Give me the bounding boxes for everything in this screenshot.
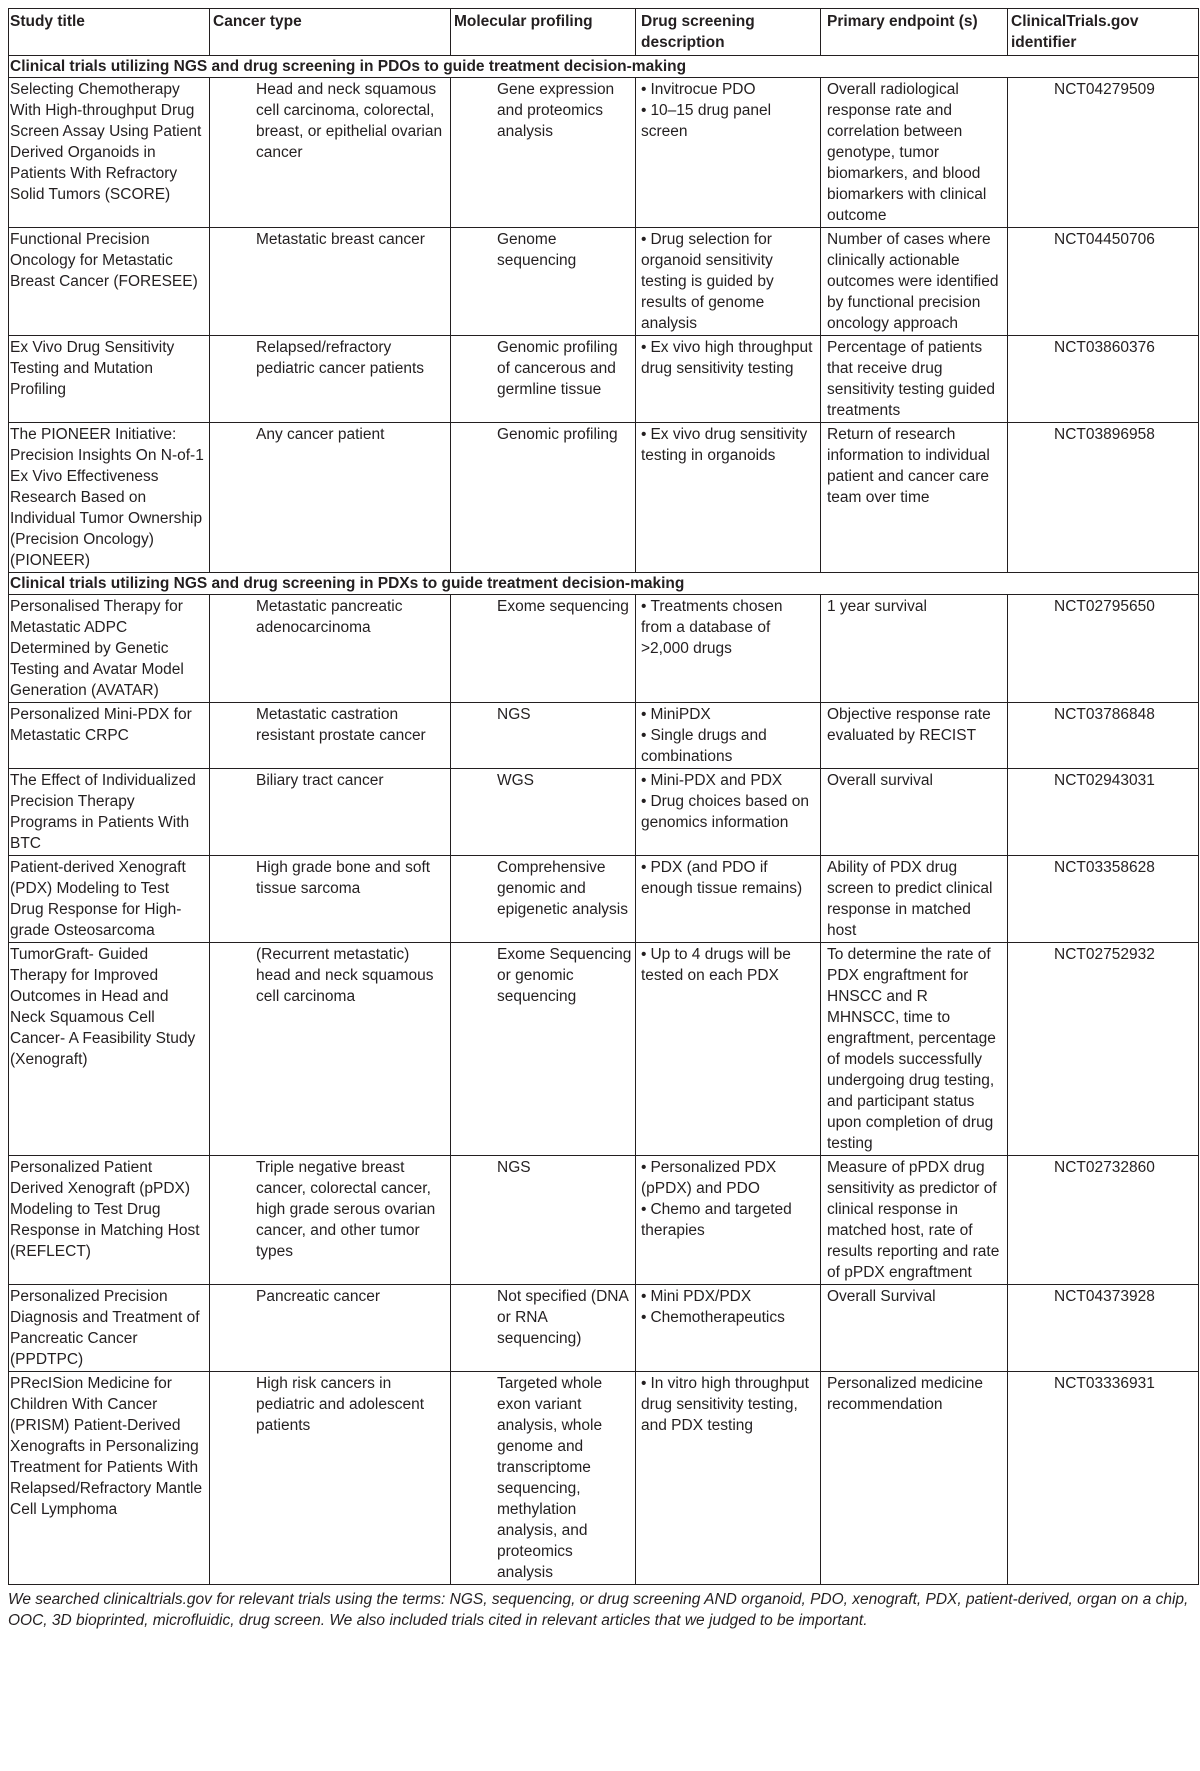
drug-screening-cell xyxy=(636,423,821,573)
drug-screening-text: Invitrocue PDO xyxy=(650,81,756,98)
bullet-icon: • xyxy=(641,1309,647,1326)
table-row xyxy=(9,423,1199,573)
drug-screening-text: PDX (and PDO if enough tissue remains) xyxy=(641,859,803,897)
cancer-type-cell: (Recurrent metastatic) head and neck squamous cell carcinoma xyxy=(210,943,451,1156)
drug-screening-cell xyxy=(636,1285,821,1372)
drug-screening-text: Chemotherapeutics xyxy=(650,1309,785,1326)
molecular-profiling-cell: Comprehensive genomic and epigenetic analysis xyxy=(451,856,636,943)
header-cancer-type: Cancer type xyxy=(210,9,451,56)
primary-endpoint-cell: Personalized medicine recommendation xyxy=(821,1372,1008,1585)
list-item xyxy=(641,79,817,100)
drug-screening-text: Drug selection for organoid sensitivity testing is guided by results of genome analysis xyxy=(641,231,774,332)
drug-screening-text: Ex vivo drug sensitivity testing in organoids xyxy=(641,426,808,464)
primary-endpoint-cell: Objective response rate evaluated by RECIST xyxy=(821,703,1008,769)
primary-endpoint-cell: Return of research information to individual patient and cancer care team over time xyxy=(821,423,1008,573)
list-item xyxy=(641,1157,817,1199)
molecular-profiling-cell: Exome Sequencing or genomic sequencing xyxy=(451,943,636,1156)
bullet-icon: • xyxy=(641,727,647,744)
list-item xyxy=(641,100,817,142)
bullet-icon: • xyxy=(641,1375,647,1392)
primary-endpoint-cell: Measure of pPDX drug sensitivity as predictor of clinical response in matched host, rate of results reporting and rate of pPDX engraftment xyxy=(821,1156,1008,1285)
bullet-icon: • xyxy=(641,339,647,356)
header-drug-screening: Drug screening description xyxy=(636,9,821,56)
cancer-type-cell: Metastatic pancreatic adenocarcinoma xyxy=(210,595,451,703)
bullet-icon: • xyxy=(641,81,647,98)
cancer-type-cell: Triple negative breast cancer, colorectal cancer, high grade serous ovarian cancer, and other tumor types xyxy=(210,1156,451,1285)
list-item xyxy=(641,944,817,986)
cancer-type-cell: High risk cancers in pediatric and adolescent patients xyxy=(210,1372,451,1585)
list-item xyxy=(641,770,817,791)
drug-screening-cell xyxy=(636,78,821,228)
study-title-cell: Personalised Therapy for Metastatic ADPC Determined by Genetic Testing and Avatar Model Generation (AVATAR) xyxy=(9,595,210,703)
drug-screening-list xyxy=(641,596,817,659)
primary-endpoint-cell: Overall radiological response rate and correlation between genotype, tumor biomarkers, and blood biomarkers with clinical outcome xyxy=(821,78,1008,228)
molecular-profiling-cell: Genomic profiling xyxy=(451,423,636,573)
study-title-cell: The Effect of Individualized Precision Therapy Programs in Patients With BTC xyxy=(9,769,210,856)
drug-screening-text: Single drugs and combinations xyxy=(641,727,767,765)
molecular-profiling-cell: WGS xyxy=(451,769,636,856)
drug-screening-cell xyxy=(636,1372,821,1585)
list-item xyxy=(641,1286,817,1307)
drug-screening-text: In vitro high throughput drug sensitivity testing, and PDX testing xyxy=(641,1375,809,1434)
identifier-cell: NCT03896958 xyxy=(1008,423,1199,573)
identifier-cell: NCT02752932 xyxy=(1008,943,1199,1156)
drug-screening-list xyxy=(641,704,817,767)
study-title-cell: PRecISion Medicine for Children With Cancer (PRISM) Patient-Derived Xenografts in Personalizing Treatment for Patients With Relapsed/Refractory Mantle Cell Lymphoma xyxy=(9,1372,210,1585)
cancer-type-cell: Biliary tract cancer xyxy=(210,769,451,856)
primary-endpoint-cell: Number of cases where clinically actionable outcomes were identified by functional precision oncology approach xyxy=(821,228,1008,336)
drug-screening-list xyxy=(641,1286,817,1328)
bullet-icon: • xyxy=(641,231,647,248)
molecular-profiling-cell: Not specified (DNA or RNA sequencing) xyxy=(451,1285,636,1372)
identifier-cell: NCT04279509 xyxy=(1008,78,1199,228)
list-item xyxy=(641,337,817,379)
primary-endpoint-cell: 1 year survival xyxy=(821,595,1008,703)
molecular-profiling-cell: Targeted whole exon variant analysis, whole genome and transcriptome sequencing, methylation analysis, and proteomics analysis xyxy=(451,1372,636,1585)
drug-screening-cell xyxy=(636,856,821,943)
list-item xyxy=(641,791,817,833)
molecular-profiling-cell: Exome sequencing xyxy=(451,595,636,703)
cancer-type-cell: Metastatic breast cancer xyxy=(210,228,451,336)
drug-screening-text: 10–15 drug panel screen xyxy=(641,102,772,140)
table-row xyxy=(9,1372,1199,1585)
primary-endpoint-cell: Overall survival xyxy=(821,769,1008,856)
drug-screening-cell xyxy=(636,336,821,423)
drug-screening-list xyxy=(641,944,817,986)
identifier-cell: NCT02943031 xyxy=(1008,769,1199,856)
table-row xyxy=(9,943,1199,1156)
table-footnote: We searched clinicaltrials.gov for relevant trials using the terms: NGS, sequencing, or drug screening AND organoid, PDO, xenograft, PDX, patient-derived, organ on a chip, OOC, 3D bioprinted, microfluidic, drug screen. We also included trials cited in relevant articles that we judged to be important. xyxy=(8,1591,1189,1629)
primary-endpoint-cell: Percentage of patients that receive drug sensitivity testing guided treatments xyxy=(821,336,1008,423)
list-item xyxy=(641,596,817,659)
cancer-type-cell: High grade bone and soft tissue sarcoma xyxy=(210,856,451,943)
bullet-icon: • xyxy=(641,793,647,810)
drug-screening-list xyxy=(641,424,817,466)
molecular-profiling-cell: Genome sequencing xyxy=(451,228,636,336)
clinical-trials-table xyxy=(8,8,1199,1585)
drug-screening-cell xyxy=(636,595,821,703)
section-title: Clinical trials utilizing NGS and drug screening in PDOs to guide treatment decision-making xyxy=(9,56,1199,78)
cancer-type-cell: Any cancer patient xyxy=(210,423,451,573)
drug-screening-text: Ex vivo high throughput drug sensitivity testing xyxy=(641,339,813,377)
bullet-icon: • xyxy=(641,1159,647,1176)
drug-screening-text: Treatments chosen from a database of >2,000 drugs xyxy=(641,598,783,657)
drug-screening-list xyxy=(641,229,817,334)
drug-screening-list xyxy=(641,337,817,379)
study-title-cell: Personalized Patient Derived Xenograft (pPDX) Modeling to Test Drug Response in Matching Host (REFLECT) xyxy=(9,1156,210,1285)
table-row xyxy=(9,595,1199,703)
drug-screening-cell xyxy=(636,703,821,769)
table-row xyxy=(9,703,1199,769)
list-item xyxy=(641,725,817,767)
cancer-type-cell: Pancreatic cancer xyxy=(210,1285,451,1372)
header-row xyxy=(9,9,1199,56)
drug-screening-text: Mini PDX/PDX xyxy=(650,1288,752,1305)
section-header-row xyxy=(9,573,1199,595)
list-item xyxy=(641,424,817,466)
drug-screening-list xyxy=(641,857,817,899)
identifier-cell: NCT03358628 xyxy=(1008,856,1199,943)
study-title-cell: The PIONEER Initiative: Precision Insights On N-of-1 Ex Vivo Effectiveness Research Based on Individual Tumor Ownership (Precision Oncology) (PIONEER) xyxy=(9,423,210,573)
identifier-cell: NCT04450706 xyxy=(1008,228,1199,336)
bullet-icon: • xyxy=(641,598,647,615)
identifier-cell: NCT03786848 xyxy=(1008,703,1199,769)
identifier-cell: NCT04373928 xyxy=(1008,1285,1199,1372)
section-header-row xyxy=(9,56,1199,78)
header-study-title: Study title xyxy=(9,9,210,56)
table-row xyxy=(9,336,1199,423)
bullet-icon: • xyxy=(641,946,647,963)
drug-screening-text: Drug choices based on genomics information xyxy=(641,793,809,831)
table-row xyxy=(9,1285,1199,1372)
bullet-icon: • xyxy=(641,1201,647,1218)
drug-screening-text: Mini-PDX and PDX xyxy=(650,772,783,789)
primary-endpoint-cell: Overall Survival xyxy=(821,1285,1008,1372)
table-row xyxy=(9,1156,1199,1285)
header-identifier: ClinicalTrials.gov identifier xyxy=(1008,9,1199,56)
list-item xyxy=(641,229,817,334)
identifier-cell: NCT03336931 xyxy=(1008,1372,1199,1585)
bullet-icon: • xyxy=(641,706,647,723)
study-title-cell: Personalized Precision Diagnosis and Treatment of Pancreatic Cancer (PPDTPC) xyxy=(9,1285,210,1372)
table-body xyxy=(9,56,1199,1585)
molecular-profiling-cell: NGS xyxy=(451,703,636,769)
primary-endpoint-cell: To determine the rate of PDX engraftment for HNSCC and R MHNSCC, time to engraftment, percentage of models successfully undergoing drug testing, and participant status upon completion of drug testing xyxy=(821,943,1008,1156)
header-primary-endpoint: Primary endpoint (s) xyxy=(821,9,1008,56)
study-title-cell: Personalized Mini-PDX for Metastatic CRPC xyxy=(9,703,210,769)
molecular-profiling-cell: Genomic profiling of cancerous and germline tissue xyxy=(451,336,636,423)
molecular-profiling-cell: NGS xyxy=(451,1156,636,1285)
study-title-cell: Patient-derived Xenograft (PDX) Modeling to Test Drug Response for High-grade Osteosarcoma xyxy=(9,856,210,943)
bullet-icon: • xyxy=(641,772,647,789)
bullet-icon: • xyxy=(641,102,647,119)
bullet-icon: • xyxy=(641,859,647,876)
cancer-type-cell: Metastatic castration resistant prostate cancer xyxy=(210,703,451,769)
bullet-icon: • xyxy=(641,1288,647,1305)
drug-screening-cell xyxy=(636,1156,821,1285)
header-molecular-profiling: Molecular profiling xyxy=(451,9,636,56)
drug-screening-list xyxy=(641,1373,817,1436)
primary-endpoint-cell: Ability of PDX drug screen to predict clinical response in matched host xyxy=(821,856,1008,943)
list-item xyxy=(641,857,817,899)
drug-screening-cell xyxy=(636,943,821,1156)
table-row xyxy=(9,78,1199,228)
drug-screening-text: Chemo and targeted therapies xyxy=(641,1201,792,1239)
table-row xyxy=(9,228,1199,336)
drug-screening-text: Personalized PDX (pPDX) and PDO xyxy=(641,1159,777,1197)
study-title-cell: Selecting Chemotherapy With High-throughput Drug Screen Assay Using Patient Derived Organoids in Patients With Refractory Solid Tumors (SCORE) xyxy=(9,78,210,228)
table-row xyxy=(9,856,1199,943)
list-item xyxy=(641,1307,817,1328)
drug-screening-cell xyxy=(636,228,821,336)
identifier-cell: NCT02795650 xyxy=(1008,595,1199,703)
section-title: Clinical trials utilizing NGS and drug screening in PDXs to guide treatment decision-making xyxy=(9,573,1199,595)
drug-screening-list xyxy=(641,770,817,833)
list-item xyxy=(641,1199,817,1241)
study-title-cell: Ex Vivo Drug Sensitivity Testing and Mutation Profiling xyxy=(9,336,210,423)
list-item xyxy=(641,1373,817,1436)
identifier-cell: NCT03860376 xyxy=(1008,336,1199,423)
molecular-profiling-cell: Gene expression and proteomics analysis xyxy=(451,78,636,228)
table-row xyxy=(9,769,1199,856)
drug-screening-text: Up to 4 drugs will be tested on each PDX xyxy=(641,946,791,984)
drug-screening-text: MiniPDX xyxy=(650,706,711,723)
drug-screening-list xyxy=(641,1157,817,1241)
identifier-cell: NCT02732860 xyxy=(1008,1156,1199,1285)
cancer-type-cell: Head and neck squamous cell carcinoma, colorectal, breast, or epithelial ovarian cancer xyxy=(210,78,451,228)
drug-screening-cell xyxy=(636,769,821,856)
study-title-cell: TumorGraft- Guided Therapy for Improved Outcomes in Head and Neck Squamous Cell Cancer- A Feasibility Study (Xenograft) xyxy=(9,943,210,1156)
study-title-cell: Functional Precision Oncology for Metastatic Breast Cancer (FORESEE) xyxy=(9,228,210,336)
cancer-type-cell: Relapsed/refractory pediatric cancer patients xyxy=(210,336,451,423)
bullet-icon: • xyxy=(641,426,647,443)
drug-screening-list xyxy=(641,79,817,142)
list-item xyxy=(641,704,817,725)
